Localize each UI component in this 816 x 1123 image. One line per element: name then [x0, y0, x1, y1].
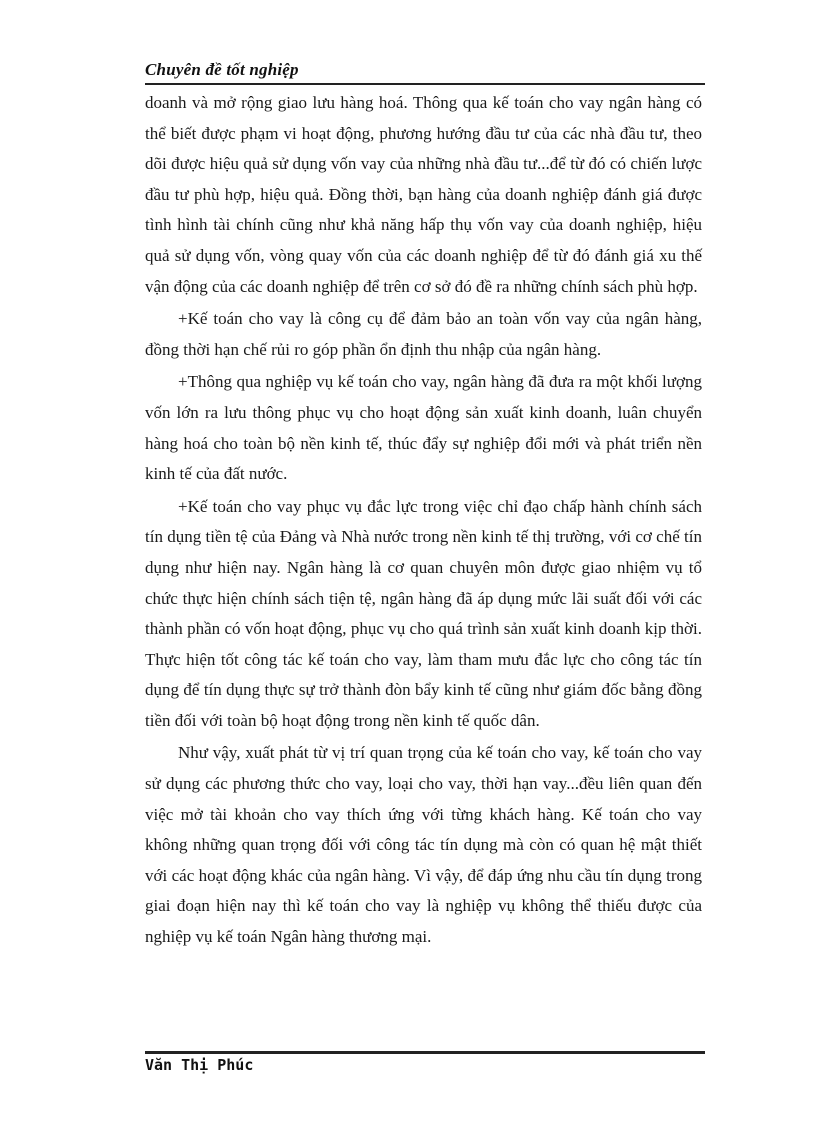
paragraph-continuation: doanh và mở rộng giao lưu hàng hoá. Thông qua kế toán cho vay ngân hàng có thể biết được phạm vi hoạt động, phương hướng đầu tư của các nhà đầu tư, theo dõi được hiệu quả sử dụng vốn vay của những nhà đầu tư...để từ đó có chiến lược đầu tư phù hợp, hiệu quả. Đồng thời, bạn hàng của doanh nghiệp đánh giá được tình hình tài chính cũng như khả năng hấp thụ vốn vay của doanh nghiệp, hiệu quả sử dụng vốn, vòng quay vốn của các doanh nghiệp để từ đó đánh giá xu thế vận động của các doanh nghiệp để trên cơ sở đó đề ra những chính sách phù hợp.: [145, 93, 702, 296]
paragraph: +Kế toán cho vay là công cụ để đảm bảo an toàn vốn vay của ngân hàng, đồng thời hạn chế rủi ro góp phần ổn định thu nhập của ngân hàng.: [145, 309, 702, 359]
page-header-title: Chuyên đề tốt nghiệp: [145, 60, 299, 79]
paragraph: +Thông qua nghiệp vụ kế toán cho vay, ngân hàng đã đưa ra một khối lượng vốn lớn ra lưu thông phục vụ cho hoạt động sản xuất kinh doanh, luân chuyển hàng hoá cho toàn bộ nền kinh tế, thúc đẩy sự nghiệp đổi mới và phát triển nền kinh tế của đất nước.: [145, 372, 702, 484]
header-divider: [145, 83, 705, 85]
footer-divider: [145, 1051, 705, 1054]
paragraph: +Kế toán cho vay phục vụ đắc lực trong việc chỉ đạo chấp hành chính sách tín dụng tiền tệ của Đảng và Nhà nước trong nền kinh tế thị trường, với cơ chế tín dụng như hiện nay. Ngân hàng là cơ quan chuyên môn được giao nhiệm vụ tổ chức thực hiện chính sách tiện tệ, ngân hàng đã áp dụng mức lãi suất đối với các thành phần có vốn hoạt động, phục vụ cho quá trình sản xuất kinh doanh kịp thời. Thực hiện tốt công tác kế toán cho vay, làm tham mưu đắc lực cho công tác tín dụng để tín dụng thực sự trở thành đòn bẩy kinh tế cũng như giám đốc bằng đồng tiền đối với toàn bộ hoạt động trong nền kinh tế quốc dân.: [145, 496, 702, 730]
page-footer-author: Văn Thị Phúc: [145, 1056, 254, 1074]
body-text: [145, 88, 702, 955]
paragraph: Như vậy, xuất phát từ vị trí quan trọng của kế toán cho vay, kế toán cho vay sử dụng các phương thức cho vay, loại cho vay, thời hạn vay...đều liên quan đến việc mở tài khoản cho vay thích ứng với từng khách hàng. Kế toán cho vay không những quan trọng đối với công tác tín dụng mà còn có quan hệ mật thiết với các hoạt động khác của ngân hàng. Vì vậy, để đáp ứng nhu cầu tín dụng trong giai đoạn hiện nay thì kế toán cho vay là nghiệp vụ không thể thiếu được của nghiệp vụ kế toán Ngân hàng thương mại.: [145, 743, 702, 947]
